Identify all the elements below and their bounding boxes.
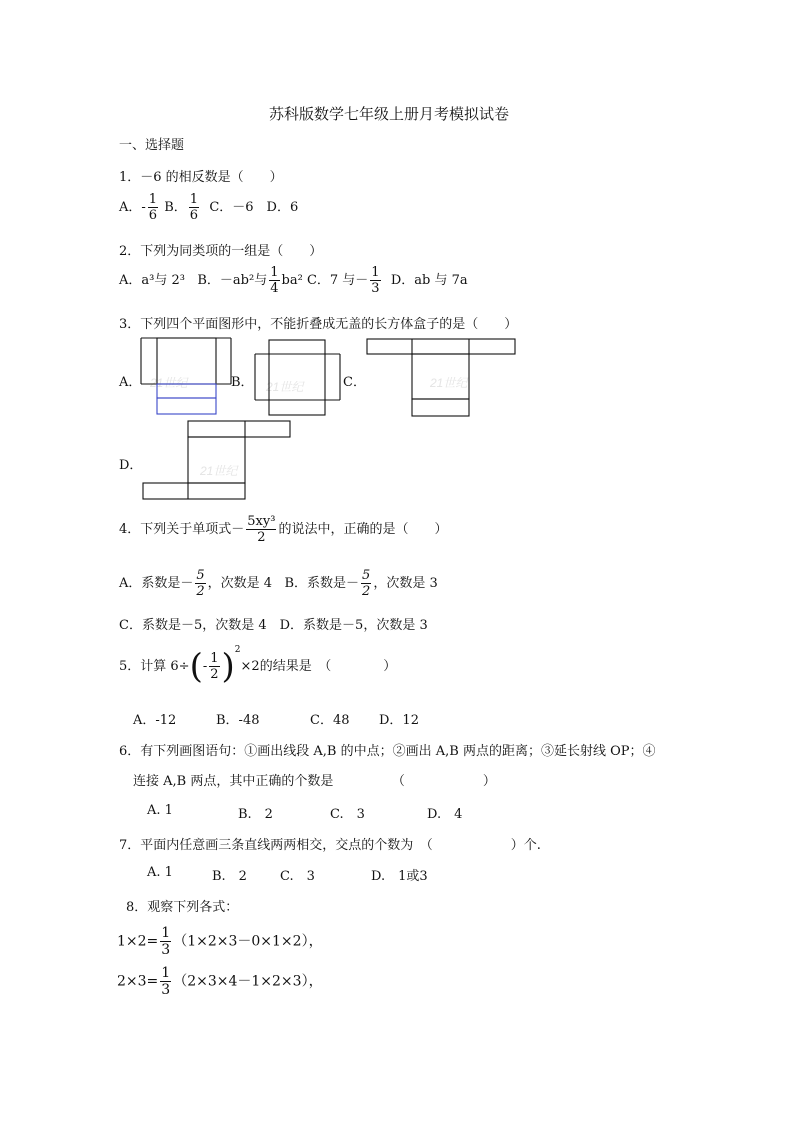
fraction <box>361 569 371 598</box>
option-b-term: ba² <box>281 273 303 288</box>
option-b: B．－ab²与 <box>197 273 268 288</box>
question-5-stem <box>119 645 397 687</box>
net-figure-a <box>140 337 240 417</box>
fraction <box>370 266 380 295</box>
numerator: 5 <box>362 568 371 583</box>
question-1-stem: 1．－6 的相反数是（ ） <box>119 170 283 185</box>
numerator: 1 <box>161 925 171 941</box>
question-4-suffix: 的说法中，正确的是（ ） <box>278 522 448 537</box>
equation-rhs: （2×3×4－1×2×3）， <box>173 973 323 990</box>
option-b: B．系数是－ <box>284 576 360 591</box>
option-b-label: B． <box>231 375 254 390</box>
option-b-label: B． <box>164 200 187 215</box>
option-a: A．a³与 2³ <box>119 273 185 288</box>
equation-lhs: 2×3= <box>117 973 159 990</box>
fraction <box>269 266 279 295</box>
section-heading: 一、选择题 <box>119 138 185 153</box>
left-paren: ( <box>189 646 203 687</box>
question-6-line-1: 6．有下列画图语句：①画出线段 A,B 的中点；②画出 A,B 两点的距离；③延长射线 OP；④ <box>119 744 656 759</box>
denominator: 4 <box>270 281 279 296</box>
q5-option-b: B．-48 <box>216 713 260 728</box>
question-6-line-2: 连接 A,B 两点，其中正确的个数是 （ ） <box>133 774 496 789</box>
denominator: 3 <box>161 982 171 998</box>
right-paren: ) <box>221 646 235 687</box>
question-7-stem: 7．平面内任意画三条直线两两相交，交点的个数为 （ ）个. <box>119 838 541 853</box>
equation-line-2 <box>117 966 323 997</box>
watermark: 21世纪 <box>150 376 188 390</box>
watermark: 21世纪 <box>430 376 468 390</box>
denominator: 6 <box>189 208 199 223</box>
option-c: C．7 与－ <box>306 273 369 288</box>
q7-option-c: C. 3 <box>280 869 315 884</box>
option-b-degree: ，次数是 3 <box>373 576 438 591</box>
question-5-prefix: 5．计算 6÷ <box>119 659 190 674</box>
denominator: 2 <box>257 530 266 545</box>
question-4-options-ab <box>119 569 438 598</box>
q5-option-d: D．12 <box>379 713 419 728</box>
fraction <box>195 569 205 598</box>
question-3-stem: 3．下列四个平面图形中，不能折叠成无盖的长方体盒子的是（ ） <box>119 317 518 332</box>
denominator: 6 <box>148 208 158 223</box>
denominator: 2 <box>196 584 205 599</box>
denominator: 3 <box>161 942 171 958</box>
net-figure-c <box>366 338 518 420</box>
q6-option-b: B. 2 <box>238 807 273 822</box>
question-4-options-cd: C．系数是－5，次数是 4 D．系数是－5，次数是 3 <box>119 618 428 633</box>
question-2-stem: 2．下列为同类项的一组是（ ） <box>119 244 323 259</box>
question-1-options <box>119 193 298 222</box>
question-4-stem <box>119 515 447 544</box>
net-figure-b <box>254 339 346 417</box>
numerator: 1 <box>371 265 380 280</box>
q6-option-a: A. 1 <box>147 803 173 818</box>
fraction <box>160 966 171 997</box>
denominator: 3 <box>371 281 380 296</box>
equation-rhs: （1×2×3－0×1×2）， <box>173 933 323 950</box>
equation-line-1 <box>117 926 323 957</box>
numerator: 5xy³ <box>247 514 276 529</box>
q7-option-d: D. 1或3 <box>371 869 428 884</box>
q6-option-d: D. 4 <box>427 807 463 822</box>
fraction <box>246 515 276 544</box>
q6-option-c: C. 3 <box>330 807 365 822</box>
option-a: A．系数是－ <box>119 576 194 591</box>
question-4-prefix: 4．下列关于单项式－ <box>119 522 245 537</box>
net-figure-d <box>142 420 294 502</box>
options-rest: C．－6 D．6 <box>209 200 299 215</box>
exponent: 2 <box>234 645 241 655</box>
watermark: 21世纪 <box>266 380 304 394</box>
q7-option-b: B. 2 <box>212 869 247 884</box>
option-d-label: D． <box>119 458 143 473</box>
q5-option-c: C．48 <box>310 713 350 728</box>
q5-option-a: A．-12 <box>133 713 177 728</box>
question-5-suffix: ×2的结果是 （ ） <box>240 659 397 674</box>
fraction <box>189 193 199 222</box>
option-d: D．ab 与 7a <box>390 273 468 288</box>
numerator: 1 <box>270 265 279 280</box>
option-a-degree: ，次数是 4 <box>207 576 273 591</box>
numerator: 5 <box>196 568 205 583</box>
numerator: 1 <box>189 192 199 207</box>
equation-lhs: 1×2= <box>117 933 159 950</box>
question-8-stem: 8．观察下列各式： <box>126 900 239 915</box>
page-title: 苏科版数学七年级上册月考模拟试卷 <box>269 105 510 123</box>
minus-sign: - <box>202 659 208 674</box>
q7-option-a: A. 1 <box>147 865 173 880</box>
numerator: 1 <box>161 965 171 981</box>
numerator: 1 <box>210 651 219 666</box>
fraction <box>148 193 158 222</box>
option-a-label: A． <box>119 375 142 390</box>
fraction <box>209 652 219 681</box>
fraction <box>160 926 171 957</box>
option-c-label: C． <box>343 375 366 390</box>
denominator: 2 <box>362 584 371 599</box>
numerator: 1 <box>148 192 158 207</box>
denominator: 2 <box>210 667 219 682</box>
question-2-options <box>119 266 468 295</box>
watermark: 21世纪 <box>200 464 238 478</box>
option-a-label: A．- <box>119 200 146 215</box>
